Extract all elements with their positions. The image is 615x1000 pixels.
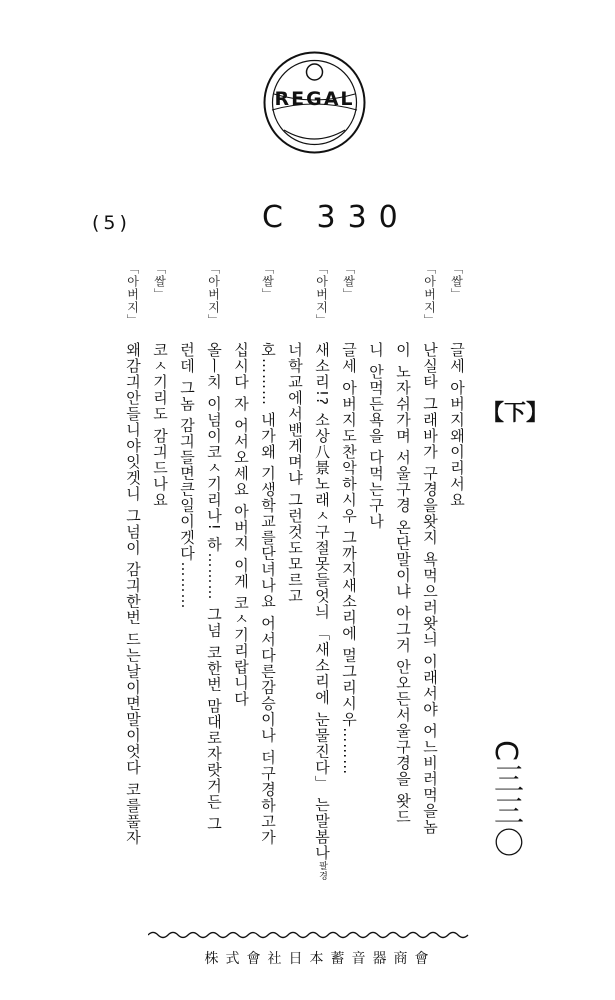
- regal-logo: [262, 50, 367, 155]
- dialogue-text: 코ㅅ기리도 감긔드나요: [151, 342, 169, 508]
- speaker-label: 「쌀」: [152, 262, 167, 301]
- script-line: [444, 262, 470, 910]
- script-line: [201, 262, 227, 910]
- script-line: [417, 262, 443, 910]
- side-catalog-number: C三三〇: [488, 740, 523, 859]
- speaker-label: 「아버지」: [422, 262, 437, 327]
- script-line: [228, 262, 254, 910]
- speaker-label: 「쌀」: [341, 262, 356, 301]
- dialogue-text: 십시다 자 어서오세요 아버지 이게 코ㅅ기리랍니다: [232, 342, 250, 707]
- script-line: [147, 262, 173, 910]
- script-line: [174, 262, 200, 910]
- catalog-number: C 330: [262, 200, 410, 235]
- ruby-annotation: 팔경: [317, 861, 327, 882]
- speaker-label: 「아버지」: [314, 262, 329, 327]
- dialogue-text: 왜감긔안들니야잇겟니 그넘이 감긔한번 드는날이면말이엇다 코를풀자: [124, 342, 142, 846]
- script-body: [85, 262, 470, 910]
- script-line: [390, 262, 416, 910]
- publisher-footer: 株式會社日本蓄音器商會: [204, 951, 436, 967]
- dialogue-text: 올ㅣ치 이넘이코ㅅ기리나! 하……… 그넘 코한번 맘대로자랏거든 그: [205, 342, 223, 832]
- script-line: [363, 262, 389, 910]
- speaker-label: 「아버지」: [125, 262, 140, 327]
- speaker-label: 「쌀」: [260, 262, 275, 301]
- dialogue-text: 런데 그놈 감긔들면큰일이겟다………: [178, 342, 196, 610]
- dialogue-text-part: 새소리!? 소상八景노래ㅅ구절못들엇늬 「새소리에 눈물진다」 는말봄나: [313, 342, 331, 862]
- dialogue-text: 너학교에서밴게며냐 그런것도모르고: [286, 342, 304, 604]
- dialogue-text: 호……… 내가왜 기생학교를단녀나요 어서다른감승이나 더구경하고가: [259, 342, 277, 846]
- script-line: [336, 262, 362, 910]
- dialogue-text: 난실타 그래바가 구경을왓지 욕먹으러왓늬 이래서야 어느비러먹을놈: [421, 342, 439, 835]
- side-mark: 【下】: [482, 401, 549, 426]
- issue-number: (5): [92, 212, 131, 234]
- dialogue-text: 이 노자쉬가며 서울구경 온단말이냐 아그거 안오든서울구경을 왓드: [394, 342, 412, 825]
- script-line: [309, 262, 335, 910]
- script-line: [282, 262, 308, 910]
- speaker-label: 「아버지」: [206, 262, 221, 327]
- speaker-label: 「쌀」: [449, 262, 464, 301]
- dialogue-text: 글세 아버지도찬악하시우 그까지새소리에 멀그리시우………: [340, 342, 358, 776]
- logo-brand-text: REGAL: [274, 88, 355, 110]
- dialogue-text: 글세 아버지왜이리서요: [448, 342, 466, 508]
- script-line: [120, 262, 146, 910]
- wavy-divider: [148, 930, 473, 940]
- dialogue-text: 니 안먹든욕을 다먹는구나: [367, 342, 385, 530]
- dialogue-text: [311, 342, 333, 907]
- script-line: [255, 262, 281, 910]
